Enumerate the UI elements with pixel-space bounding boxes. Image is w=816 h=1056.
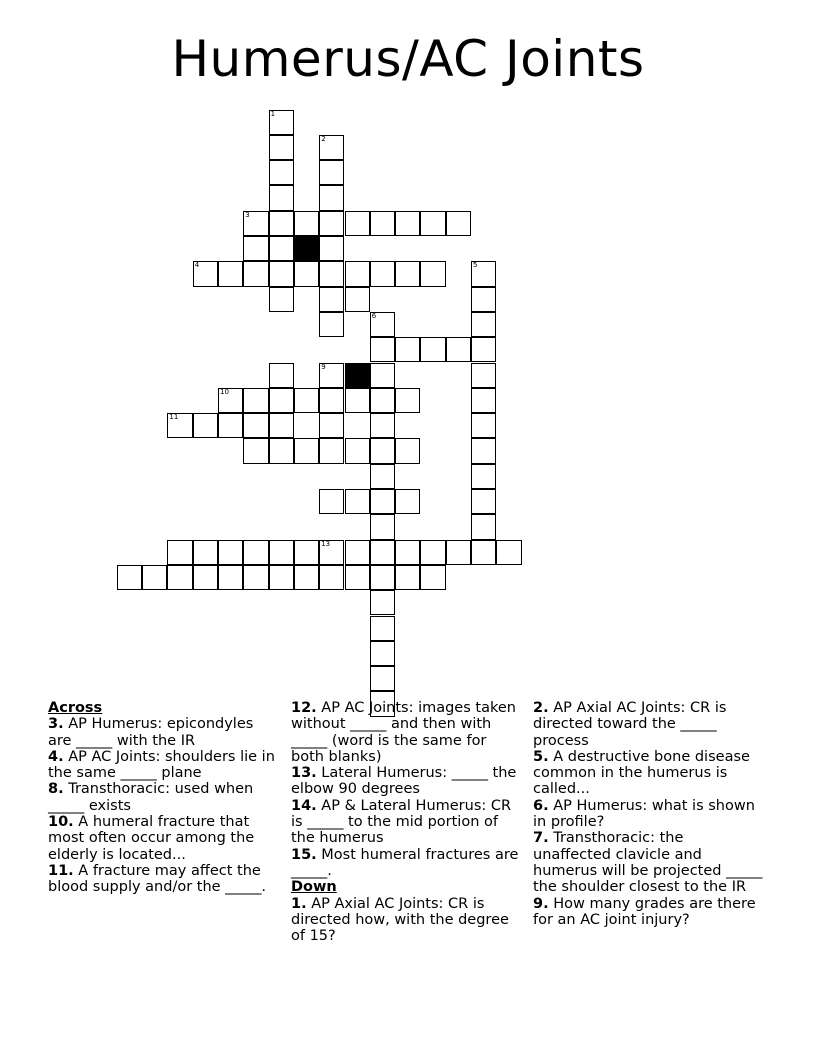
grid-cell[interactable] [370,211,395,236]
clue-item-text: AP AC Joints: images taken without _____ and then with _____ (word is the same for both blanks) [291,700,516,765]
grid-cell[interactable] [319,185,344,210]
grid-cell[interactable] [370,616,395,641]
grid-cell[interactable] [218,413,243,438]
down-clue-list [291,896,523,945]
clue-item-text: Transthoracic: the unaffected clavicle and humerus will be projected _____ the shoulder closest to the IR [533,830,763,896]
grid-cell[interactable] [420,565,445,590]
clue-item-number: 5. [533,748,549,765]
grid-cell[interactable] [370,438,395,463]
grid-cell[interactable] [193,261,218,286]
clue-number: 3 [245,210,250,219]
grid-cell[interactable] [420,261,445,286]
grid-cell[interactable] [370,641,395,666]
across-clue-list-continued [291,700,523,879]
clue-item-number: 3. [48,716,64,733]
grid-cell[interactable] [471,388,496,413]
grid-cell[interactable] [193,565,218,590]
grid-cell[interactable] [243,413,268,438]
grid-cell[interactable] [294,565,319,590]
grid-cell[interactable] [243,236,268,261]
grid-cell[interactable] [471,312,496,337]
clue-item-text: AP Humerus: what is shown in profile? [533,797,755,831]
grid-cell[interactable] [395,211,420,236]
grid-cell[interactable] [218,261,243,286]
grid-cell[interactable] [471,540,496,565]
grid-cell[interactable] [319,211,344,236]
clue-number: 6 [371,311,377,320]
grid-cell[interactable] [117,565,142,590]
grid-cell[interactable] [218,388,243,413]
clue-number: 2 [321,134,326,143]
clue-number: 10 [220,387,229,396]
clue-item-number: 4. [48,748,64,765]
grid-cell[interactable] [370,312,395,337]
grid-cell[interactable] [446,540,471,565]
grid-cell[interactable] [420,540,445,565]
clue-item-number: 10. [48,814,74,831]
grid-cell[interactable] [370,388,395,413]
grid-cell[interactable] [395,261,420,286]
clue-item-text: A destructive bone disease common in the humerus is called... [533,748,750,798]
grid-cell[interactable] [420,211,445,236]
clue-item-text: How many grades are there for an AC joint injury? [533,895,756,928]
clue-item [533,830,763,895]
grid-cell[interactable] [370,590,395,615]
down-heading: Down [291,879,337,896]
grid-cell[interactable] [446,337,471,362]
grid-cell[interactable] [370,261,395,286]
down-clue-list-continued [533,700,763,928]
grid-cell[interactable] [269,135,294,160]
clue-item-text: AP Axial AC Joints: CR is directed how, with the degree of 15? [291,895,509,945]
grid-cell[interactable] [395,388,420,413]
grid-block [345,363,370,388]
clue-item-number: 15. [291,846,317,863]
grid-cell[interactable] [471,261,496,286]
clue-number: 1 [270,109,276,118]
grid-cell[interactable] [345,211,370,236]
grid-cell[interactable] [370,540,395,565]
clues-column-2 [291,700,523,944]
grid-cell[interactable] [471,287,496,312]
clue-item-number: 7. [533,830,549,847]
grid-cell[interactable] [319,135,344,160]
clue-item-number: 12. [291,700,317,716]
grid-cell[interactable] [471,489,496,514]
grid-cell[interactable] [319,160,344,185]
clue-item-text: Most humeral fractures are _____. [291,846,519,879]
grid-cell[interactable] [243,211,268,236]
clue-item-number: 1. [291,895,307,912]
grid-cell[interactable] [319,388,344,413]
clue-item-text: Lateral Humerus: _____ the elbow 90 degrees [291,765,517,798]
clue-item [291,798,523,847]
grid-cell[interactable] [319,413,344,438]
clue-number: 11 [169,413,179,422]
grid-cell[interactable] [218,540,243,565]
grid-cell[interactable] [269,160,294,185]
clue-item [533,700,763,749]
grid-cell[interactable] [142,565,167,590]
grid-cell[interactable] [294,211,319,236]
grid-cell[interactable] [294,388,319,413]
grid-cell[interactable] [269,413,294,438]
grid-cell[interactable] [345,388,370,413]
grid-cell[interactable] [243,261,268,286]
clue-number: 9 [321,362,326,371]
grid-cell[interactable] [370,337,395,362]
grid-cell[interactable] [370,363,395,388]
grid-cell[interactable] [319,565,344,590]
grid-cell[interactable] [471,438,496,463]
grid-cell[interactable] [269,236,294,261]
grid-cell[interactable] [345,540,370,565]
grid-cell[interactable] [269,565,294,590]
clue-item [533,749,763,798]
grid-cell[interactable] [370,489,395,514]
grid-cell[interactable] [319,287,344,312]
grid-cell[interactable] [243,388,268,413]
grid-cell[interactable] [446,211,471,236]
grid-cell[interactable] [420,337,445,362]
grid-cell[interactable] [319,261,344,286]
grid-cell[interactable] [218,565,243,590]
clues-column-1 [48,700,280,896]
grid-cell[interactable] [167,565,192,590]
grid-cell[interactable] [269,110,294,135]
clue-number: 4 [194,261,200,270]
clue-number: 5 [473,261,478,270]
clue-item-text: Transthoracic: used when _____ exists [48,781,254,814]
grid-cell[interactable] [319,236,344,261]
grid-cell[interactable] [395,565,420,590]
grid-cell[interactable] [370,565,395,590]
clue-item-text: A humeral fracture that most often occur among the elderly is located... [48,814,255,863]
grid-cell[interactable] [269,261,294,286]
clue-item [533,798,763,831]
grid-cell[interactable] [395,337,420,362]
grid-cell[interactable] [319,438,344,463]
clue-item-text: AP Axial AC Joints: CR is directed toward the _____ process [533,700,727,749]
clue-item-number: 9. [533,895,549,912]
grid-cell[interactable] [345,287,370,312]
grid-cell[interactable] [243,565,268,590]
grid-cell[interactable] [269,388,294,413]
grid-cell[interactable] [471,337,496,362]
grid-cell[interactable] [269,287,294,312]
clue-item-text: AP & Lateral Humerus: CR is _____ to the mid portion of the humerus [291,797,512,847]
clue-item [291,847,523,880]
page-title: Humerus/AC Joints [171,30,645,88]
grid-cell[interactable] [370,413,395,438]
grid-cell[interactable] [294,261,319,286]
grid-cell[interactable] [345,438,370,463]
across-clue-list [48,716,280,895]
clue-item [48,863,280,896]
clue-item [291,765,523,798]
grid-cell[interactable] [269,438,294,463]
grid-cell[interactable] [319,489,344,514]
clue-item [48,716,280,749]
clue-item [48,749,280,782]
grid-cell[interactable] [395,438,420,463]
clue-item-text: A fracture may affect the blood supply and/or the _____. [48,862,267,896]
grid-cell[interactable] [193,540,218,565]
clue-item [533,896,763,929]
clue-item-number: 6. [533,797,549,814]
grid-cell[interactable] [345,489,370,514]
clues-column-3 [533,700,763,928]
grid-cell[interactable] [370,514,395,539]
grid-cell[interactable] [193,413,218,438]
clue-item [48,814,280,863]
grid-cell[interactable] [395,540,420,565]
clue-item [48,781,280,814]
across-heading: Across [48,700,103,716]
grid-cell[interactable] [370,464,395,489]
clue-item-number: 13. [291,765,317,782]
grid-cell[interactable] [243,438,268,463]
grid-cell[interactable] [471,363,496,388]
clue-item [291,896,523,945]
grid-cell[interactable] [471,413,496,438]
grid-cell[interactable] [496,540,521,565]
grid-cell[interactable] [269,211,294,236]
grid-cell[interactable] [471,514,496,539]
grid-cell[interactable] [269,540,294,565]
grid-cell[interactable] [345,565,370,590]
grid-cell[interactable] [319,312,344,337]
grid-cell[interactable] [370,666,395,691]
clue-number: 13 [321,539,331,548]
grid-cell[interactable] [395,489,420,514]
clue-item-number: 14. [291,797,317,814]
clue-item-text: AP AC Joints: shoulders lie in the same _____ plane [48,748,275,782]
grid-cell[interactable] [345,261,370,286]
grid-cell[interactable] [269,185,294,210]
clue-item-number: 2. [533,700,549,716]
clue-item-number: 11. [48,862,74,879]
clue-item-text: AP Humerus: epicondyles are _____ with the IR [48,716,254,749]
grid-cell[interactable] [167,540,192,565]
grid-cell[interactable] [294,540,319,565]
grid-cell[interactable] [167,413,192,438]
grid-cell[interactable] [319,540,344,565]
grid-cell[interactable] [294,438,319,463]
grid-cell[interactable] [243,540,268,565]
clue-item [291,700,523,765]
grid-cell[interactable] [269,363,294,388]
grid-block [294,236,319,261]
grid-cell[interactable] [471,464,496,489]
grid-cell[interactable] [319,363,344,388]
clue-item-number: 8. [48,781,64,798]
